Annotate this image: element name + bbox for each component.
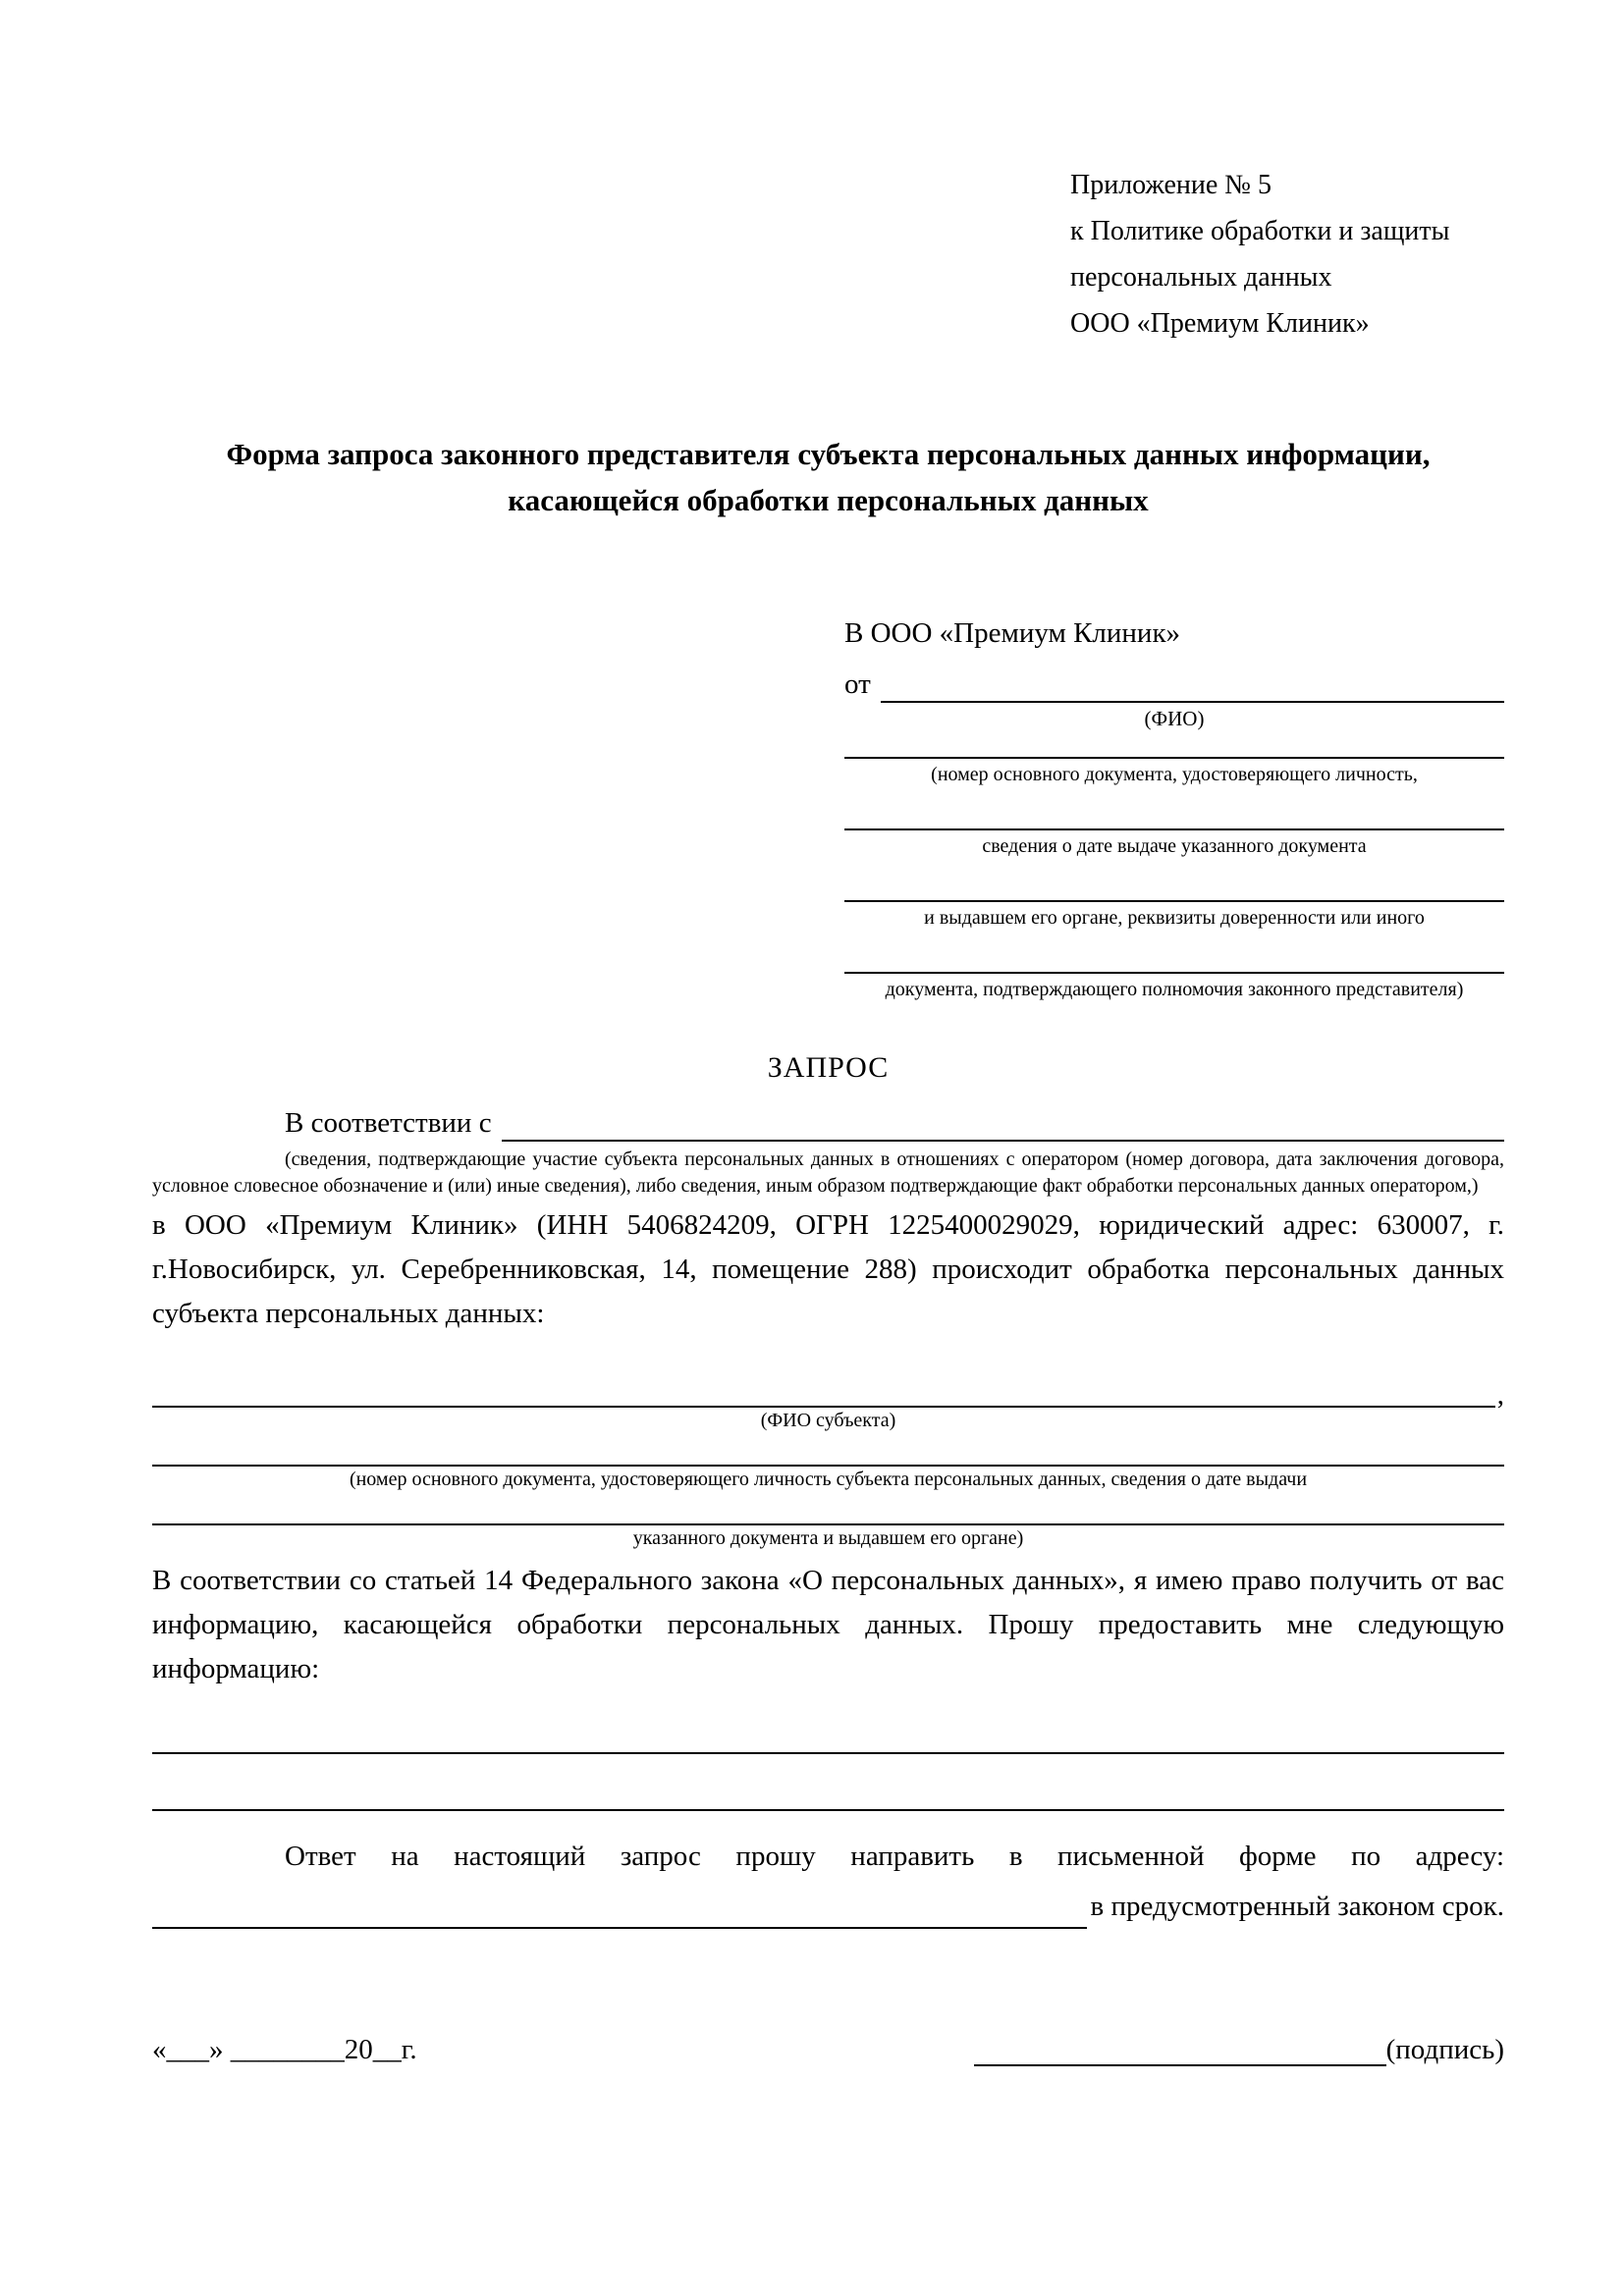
intro-field bbox=[152, 1102, 1504, 1142]
blank-line bbox=[152, 1809, 1504, 1811]
appendix-header-line: Приложение № 5 bbox=[1070, 170, 1272, 200]
subject-fio-comma: , bbox=[1496, 1379, 1504, 1412]
subject-fio-field bbox=[152, 1368, 1504, 1412]
blank-line-caption: сведения о дате выдаче указанного документа bbox=[982, 834, 1367, 857]
document-title: Форма запроса законного представителя субъекта персональных данных информации, касающейся обработки персональных данных bbox=[226, 437, 1431, 518]
blank-line bbox=[844, 828, 1504, 830]
subject-doc-caption: указанного документа и выдавшем его органе) bbox=[632, 1527, 1024, 1550]
appendix-header bbox=[1070, 162, 1504, 347]
reply-address-blank-line bbox=[152, 1890, 1087, 1929]
footer bbox=[152, 2027, 1504, 2066]
addressee-to: В ООО «Премиум Клиник» bbox=[844, 617, 1181, 650]
request-heading: ЗАПРОС bbox=[767, 1050, 890, 1084]
signature-field bbox=[974, 2027, 1504, 2066]
law-paragraph: В соответствии со статьей 14 Федерального закона «О персональных данных», я имею право получить от вас информацию, касающейся обработки персональных данных. Прошу предоставить мне следующую информацию: bbox=[152, 1565, 1504, 1685]
intro-label: В соответствии с bbox=[285, 1106, 492, 1139]
reply-paragraph: Ответ на настоящий запрос прошу направить в письменной форме по адресу: bbox=[285, 1841, 1504, 1873]
appendix-header-line: ООО «Премиум Клиник» bbox=[1070, 308, 1370, 340]
subject-doc-caption: (номер основного документа, удостоверяющего личность субъекта персональных данных, сведения о дате выдачи bbox=[349, 1468, 1308, 1491]
appendix-header-line: к Политике обработки и защиты bbox=[1070, 216, 1450, 247]
reply-address-field bbox=[152, 1885, 1504, 1929]
blank-line bbox=[844, 972, 1504, 974]
blank-line-caption: и выдавшем его органе, реквизиты доверенности или иного bbox=[924, 906, 1425, 929]
subject-fio-caption: (ФИО субъекта) bbox=[760, 1410, 896, 1432]
date-field: «___» ________20__г. bbox=[152, 2034, 417, 2066]
intro-blank-line bbox=[502, 1102, 1504, 1142]
blank-line-caption: (номер основного документа, удостоверяющего личность, bbox=[931, 763, 1418, 785]
from-field bbox=[844, 664, 1504, 703]
from-blank-line bbox=[881, 664, 1504, 703]
signature-blank-line bbox=[974, 2027, 1386, 2066]
operator-paragraph: в ООО «Премиум Клиник» (ИНН 5406824209, ОГРН 1225400029029, юридический адрес: 630007, г. г.Новосибирск, ул. Серебренниковская, 14, помещение 288) происходит обработка персональных данных субъекта персональных данных: bbox=[152, 1208, 1504, 1329]
signature-caption: (подпись) bbox=[1385, 2034, 1504, 2066]
fio-caption: (ФИО) bbox=[1144, 707, 1205, 731]
blank-line bbox=[844, 757, 1504, 759]
subject-fio-blank-line bbox=[152, 1368, 1495, 1408]
from-label: от bbox=[844, 668, 871, 701]
blank-line bbox=[152, 1752, 1504, 1754]
addressee-block bbox=[844, 617, 1504, 1001]
reply-tail-text: в предусмотренный законом срок. bbox=[1090, 1891, 1504, 1923]
appendix-header-line: персональных данных bbox=[1070, 262, 1332, 294]
blank-line-caption: документа, подтверждающего полномочия законного представителя) bbox=[885, 978, 1464, 1000]
intro-caption: (сведения, подтверждающие участие субъекта персональных данных в отношениях с оператором (номер договора, дата заключения договора, условное словесное обозначение и (или) иные сведения), либо сведения, иным образом подтверждающие факт обработки персональных данных оператором,) bbox=[152, 1148, 1504, 1197]
blank-line bbox=[844, 900, 1504, 902]
